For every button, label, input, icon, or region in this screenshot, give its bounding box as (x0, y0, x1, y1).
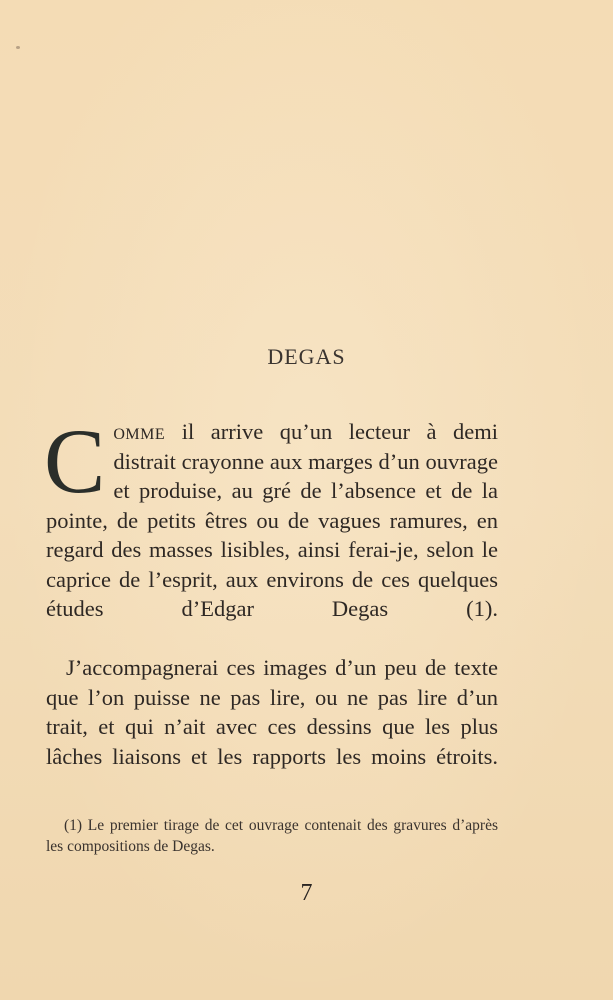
paper-speck (16, 46, 20, 49)
paragraph-1-smallcaps: omme (113, 419, 166, 444)
paragraph-1-text: il arrive qu’un lecteur à demi distrait crayonne aux marges d’un ouvrage et produise, au gré de l’absence et de la pointe, de petits êtres ou de vagues ramures, en regard des masses lisibles, ainsi ferai-je, selon le caprice de l’esprit, aux environs de ces quelques études d’Edgar Degas (1). (46, 419, 498, 621)
chapter-title: DEGAS (267, 344, 346, 369)
paragraph-1 (44, 410, 498, 653)
paragraph-2: J’accompagnerai ces images d’un peu de texte que l’on puisse ne pas lire, ou ne pas lire d’un trait, et qui n’ait avec ces dessins que les plus lâches liaisons et les rapports les moins étroits. (46, 655, 498, 769)
body-text (44, 410, 498, 801)
drop-cap: C (44, 410, 106, 512)
footnote: (1) Le premier tirage de cet ouvrage contenait des gravures d’après les compositions de Degas. (46, 817, 498, 855)
page-number: 7 (300, 880, 313, 906)
